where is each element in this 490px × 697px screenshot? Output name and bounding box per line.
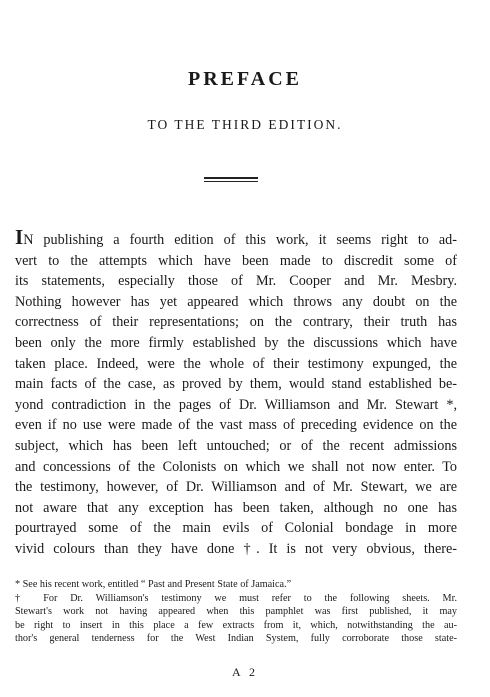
text-line: and concessions of the Colonists on which we shall not now enter. To: [15, 458, 457, 475]
text-line: vivid colours than they have done †. It is not very obvious, there-: [15, 540, 457, 557]
text-line-content: N publishing a fourth edition of this work, it seems right to ad-: [23, 232, 457, 248]
text-line: correctness of their representations; on the contrary, their truth has: [15, 314, 457, 331]
footnote-line: * See his recent work, entitled “ Past and Present State of Jamaica.”: [15, 579, 292, 590]
decorative-rule-thin: [204, 181, 258, 182]
footnote-line: thor's general tenderness for the West Indian System, fully corroborate those state-: [15, 633, 457, 645]
decorative-rule: [204, 177, 258, 179]
text-line: not aware that any exception has been taken, although no one has: [15, 499, 457, 516]
footnote-line: † For Dr. Williamson's testimony we must refer to the following sheets. Mr.: [15, 592, 457, 604]
page-title: PREFACE: [188, 68, 302, 90]
text-line: [15, 227, 457, 251]
signature-mark: A 2: [231, 665, 258, 679]
footnote-line: Stewart's work not having appeared when this pamphlet was first published, it may: [15, 606, 457, 618]
text-line: main facts of the case, as proved by them, would stand established be-: [15, 376, 457, 393]
page-subtitle: TO THE THIRD EDITION.: [147, 117, 343, 132]
text-line: subject, which has been left untouched; or of the recent admissions: [15, 437, 457, 454]
text-line: the testimony, however, of Dr. Williamson and of Mr. Stewart, we are: [15, 479, 457, 496]
text-line: Nothing however has yet appeared which throws any doubt on the: [15, 293, 457, 310]
text-line: taken place. Indeed, were the whole of their testimony expunged, the: [15, 355, 457, 372]
footnote-line: be right to insert in this place a few extracts from it, which, notwithstanding the au-: [15, 619, 457, 631]
body-paragraph: [15, 227, 457, 560]
text-line: yond contradiction in the pages of Dr. Williamson and Mr. Stewart *,: [15, 396, 457, 413]
text-line: its statements, especially those of Mr. Cooper and Mr. Mesbry.: [15, 273, 457, 290]
text-line: vert to the attempts which have been made to discredit some of: [15, 252, 457, 269]
text-line: even if no use were made of the vast mass of preceding evidence on the: [15, 417, 457, 434]
footnotes: [15, 578, 457, 646]
drop-cap: I: [15, 225, 24, 249]
text-line: pourtrayed some of the main evils of Colonial bondage in more: [15, 520, 457, 537]
text-line: been only the more firmly established by the discussions which have: [15, 334, 457, 351]
